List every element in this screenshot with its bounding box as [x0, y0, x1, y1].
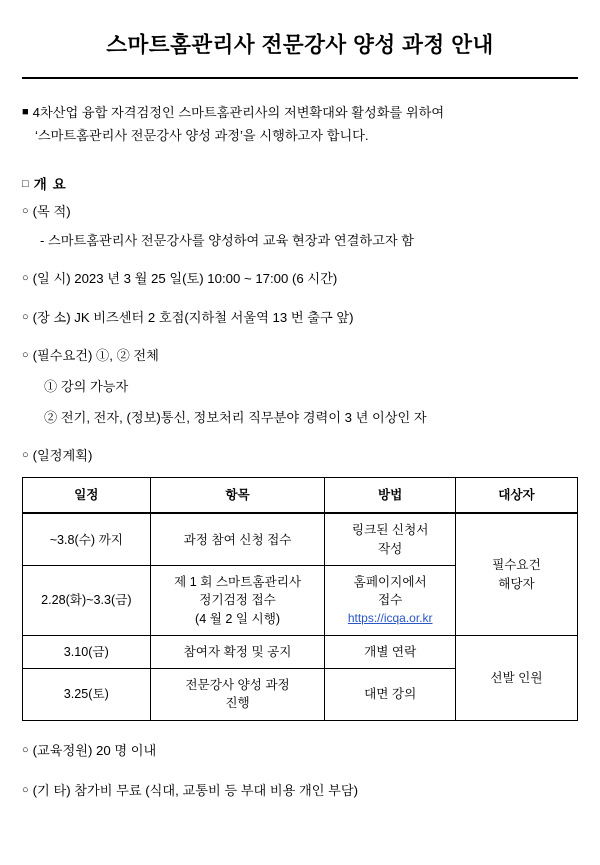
circle-bullet-icon: ○ — [22, 743, 29, 756]
cell-method-1 — [325, 513, 455, 565]
plan-line — [22, 445, 578, 466]
circle-bullet-icon: ○ — [22, 310, 29, 323]
table-header-row — [23, 478, 578, 514]
purpose-detail: - 스마트홈관리사 전문강사를 양성하여 교육 현장과 연결하고자 함 — [40, 233, 414, 249]
page-title: 스마트홈관리사 전문강사 양성 과정 안내 — [106, 33, 494, 57]
requirement-text: (필수요건) ①, ② 전체 — [32, 347, 159, 363]
cell-method-1-line2: 작성 — [377, 541, 403, 556]
cell-method-3: 개별 연락 — [325, 635, 455, 668]
cell-method-2-line2: 접수 — [377, 593, 403, 608]
cell-date-1: ~3.8(수) 까지 — [23, 513, 151, 565]
cell-item-4-line2: 진행 — [225, 696, 250, 711]
purpose-line — [22, 201, 578, 222]
capacity-line — [22, 740, 578, 761]
circle-bullet-icon: ○ — [22, 348, 29, 361]
section-heading-label: 개 요 — [33, 177, 67, 193]
table-row — [23, 635, 578, 668]
cell-target-merged-1-line2: 해당자 — [498, 576, 535, 591]
intro-line-1: 4차산업 융합 자격검정인 스마트홈관리사의 저변확대와 활성화를 위하여 — [32, 105, 445, 120]
cell-method-1-line1: 링크된 신청서 — [351, 523, 429, 538]
cell-item-3: 참여자 확정 및 공지 — [150, 635, 325, 668]
requirement-item-1: ① 강의 가능자 — [44, 378, 129, 394]
cell-target-merged-1 — [455, 513, 577, 635]
cell-target-merged-2: 선발 인원 — [455, 635, 577, 720]
cell-target-merged-1-line1: 필수요건 — [492, 558, 541, 573]
cell-item-4 — [150, 669, 325, 721]
cell-item-1: 과정 참여 신청 접수 — [150, 513, 325, 565]
cell-method-2-line1: 홈페이지에서 — [353, 574, 427, 589]
icqa-website-link[interactable]: https://icqa.or.kr — [347, 611, 433, 626]
section-heading-overview — [22, 173, 578, 193]
box-bullet-icon: □ — [22, 178, 30, 191]
column-header-method: 방법 — [325, 478, 455, 514]
column-header-item: 항목 — [150, 478, 325, 514]
circle-bullet-icon: ○ — [22, 783, 29, 796]
cell-item-2-line1: 제 1 회 스마트홈관리사 — [174, 575, 302, 589]
intro-paragraph — [22, 101, 578, 147]
etc-text: (기 타) 참가비 무료 (식대, 교통비 등 부대 비용 개인 부담) — [32, 782, 359, 798]
cell-date-3: 3.10(금) — [23, 635, 151, 668]
schedule-table — [22, 477, 578, 720]
plan-label: (일정계획) — [32, 448, 93, 464]
circle-bullet-icon: ○ — [22, 449, 29, 462]
requirement-item-2: ② 전기, 전자, (정보)통신, 정보처리 직무분야 경력이 3 년 이상인 자 — [44, 409, 427, 425]
cell-item-2-line3: (4 월 2 일 시행) — [195, 611, 281, 626]
cell-method-2 — [325, 565, 455, 635]
circle-bullet-icon: ○ — [22, 272, 29, 285]
table-row — [23, 513, 578, 565]
datetime-text: (일 시) 2023 년 3 월 25 일(토) 10:00 ~ 17:00 (6 시간) — [32, 271, 338, 287]
etc-line — [22, 780, 578, 801]
datetime-line — [22, 268, 578, 289]
column-header-target: 대상자 — [455, 478, 577, 514]
place-line — [22, 307, 578, 328]
column-header-date: 일정 — [23, 478, 151, 514]
intro-line-2: ‘스마트홈관리사 전문강사 양성 과정’을 시행하고자 합니다. — [35, 128, 369, 144]
purpose-label: (목 적) — [32, 204, 71, 220]
place-text: (장 소) JK 비즈센터 2 호점(지하철 서울역 13 번 출구 앞) — [32, 309, 354, 325]
cell-date-2: 2.28(화)~3.3(금) — [23, 565, 151, 635]
cell-item-2-line2: 정기검정 접수 — [199, 593, 276, 608]
circle-bullet-icon: ○ — [22, 205, 29, 218]
cell-method-4: 대면 강의 — [325, 669, 455, 721]
title-divider — [22, 77, 578, 79]
square-bullet-icon: ■ — [22, 106, 29, 118]
capacity-text: (교육정원) 20 명 이내 — [32, 742, 157, 758]
cell-item-2 — [150, 565, 325, 635]
cell-date-4: 3.25(토) — [23, 669, 151, 721]
requirement-line — [22, 345, 578, 366]
cell-item-4-line1: 전문강사 양성 과정 — [185, 678, 290, 693]
